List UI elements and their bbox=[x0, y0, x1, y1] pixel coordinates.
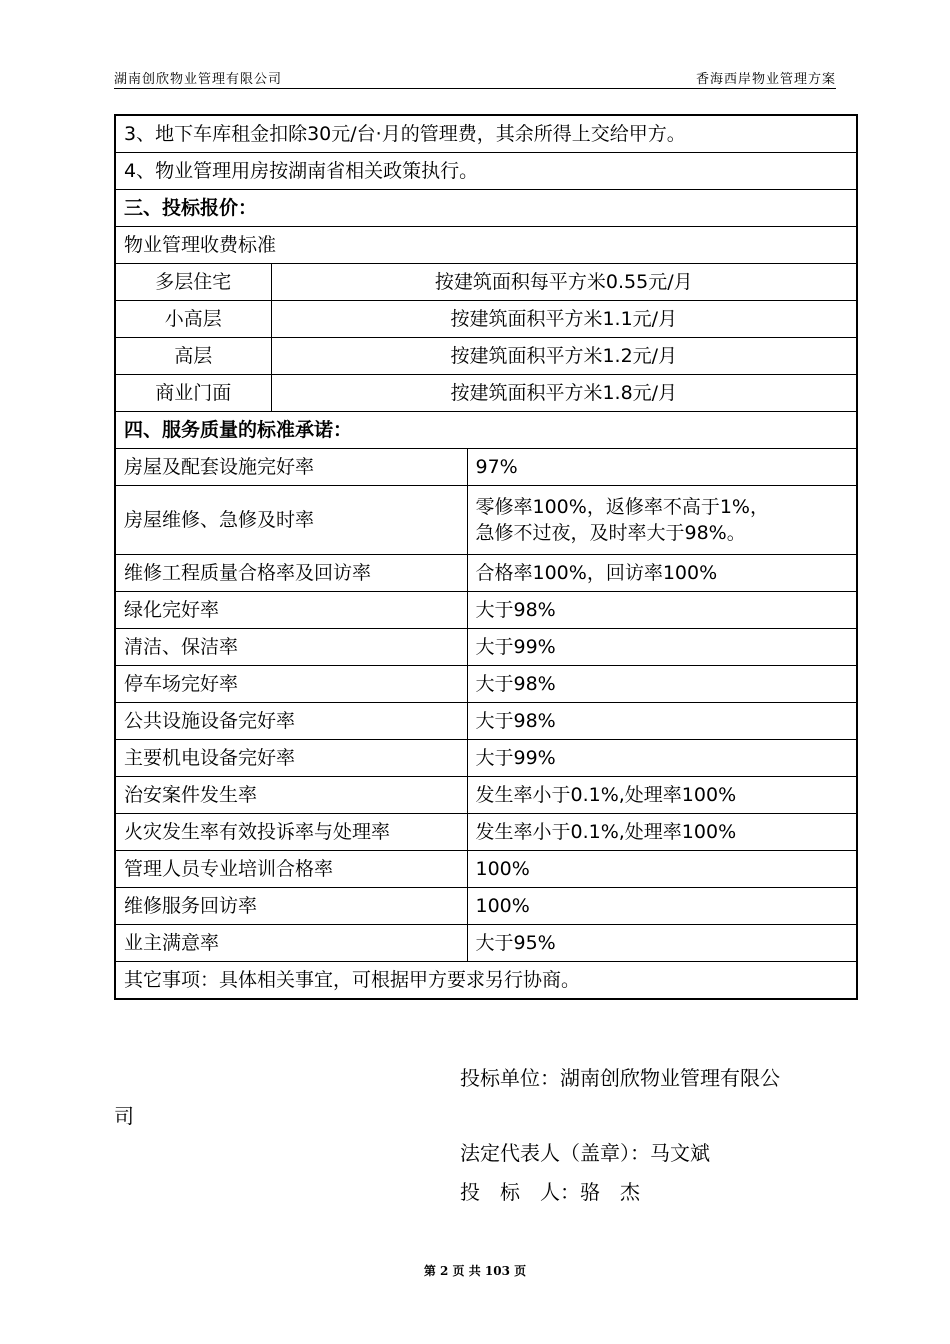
quality-row bbox=[115, 888, 857, 925]
fee-row bbox=[115, 375, 857, 412]
quality-value: 发生率小于0.1%,处理率100% bbox=[467, 777, 857, 814]
quality-item: 清洁、保洁率 bbox=[115, 629, 467, 666]
fee-value: 按建筑面积每平方米0.55元/月 bbox=[271, 264, 857, 301]
bid-section-title: 三、投标报价： bbox=[115, 190, 857, 227]
quality-row bbox=[115, 555, 857, 592]
quality-row bbox=[115, 703, 857, 740]
quality-value: 大于99% bbox=[467, 629, 857, 666]
fee-value: 按建筑面积平方米1.1元/月 bbox=[271, 301, 857, 338]
fee-type: 多层住宅 bbox=[115, 264, 271, 301]
quality-value: 发生率小于0.1%,处理率100% bbox=[467, 814, 857, 851]
quality-row bbox=[115, 449, 857, 486]
note-item-4: 4、物业管理用房按湖南省相关政策执行。 bbox=[115, 153, 857, 190]
legal-representative: 法定代表人（盖章）：马文斌 bbox=[460, 1141, 710, 1165]
fee-type: 高层 bbox=[115, 338, 271, 375]
fee-value: 按建筑面积平方米1.8元/月 bbox=[271, 375, 857, 412]
quality-item: 房屋及配套设施完好率 bbox=[115, 449, 467, 486]
quality-item: 治安案件发生率 bbox=[115, 777, 467, 814]
other-row bbox=[115, 962, 857, 1000]
section-row bbox=[115, 190, 857, 227]
quality-row bbox=[115, 777, 857, 814]
note-item-3: 3、地下车库租金扣除30元/台·月的管理费，其余所得上交给甲方。 bbox=[115, 115, 857, 153]
header-company: 湖南创欣物业管理有限公司 bbox=[114, 72, 283, 87]
quality-value: 大于98% bbox=[467, 666, 857, 703]
fee-row bbox=[115, 264, 857, 301]
quality-row bbox=[115, 666, 857, 703]
proposal-table bbox=[114, 114, 858, 1000]
page-header bbox=[114, 66, 836, 89]
quality-value: 大于98% bbox=[467, 592, 857, 629]
quality-item: 管理人员专业培训合格率 bbox=[115, 851, 467, 888]
quality-section-title: 四、服务质量的标准承诺： bbox=[115, 412, 857, 449]
quality-value: 合格率100%，回访率100% bbox=[467, 555, 857, 592]
quality-row bbox=[115, 592, 857, 629]
quality-value: 大于95% bbox=[467, 925, 857, 962]
quality-item: 停车场完好率 bbox=[115, 666, 467, 703]
fee-type: 商业门面 bbox=[115, 375, 271, 412]
quality-item: 主要机电设备完好率 bbox=[115, 740, 467, 777]
bid-unit-line: 投标单位：湖南创欣物业管理有限公 bbox=[460, 1066, 780, 1090]
quality-value-line: 急修不过夜，及时率大于98%。 bbox=[475, 522, 746, 544]
quality-value: 100% bbox=[467, 888, 857, 925]
fee-row bbox=[115, 301, 857, 338]
quality-row bbox=[115, 925, 857, 962]
quality-item: 维修服务回访率 bbox=[115, 888, 467, 925]
fee-row bbox=[115, 338, 857, 375]
quality-row bbox=[115, 629, 857, 666]
quality-row bbox=[115, 486, 857, 555]
quality-value: 大于98% bbox=[467, 703, 857, 740]
quality-row bbox=[115, 814, 857, 851]
header-doc-title: 香海西岸物业管理方案 bbox=[695, 72, 836, 87]
quality-value bbox=[467, 486, 857, 555]
quality-value: 100% bbox=[467, 851, 857, 888]
note-row bbox=[115, 115, 857, 153]
other-matters: 其它事项：具体相关事宜，可根据甲方要求另行协商。 bbox=[115, 962, 857, 1000]
section-row bbox=[115, 412, 857, 449]
page-number: 第 2 页 共 103 页 bbox=[423, 1264, 527, 1278]
bid-subtitle: 物业管理收费标准 bbox=[115, 227, 857, 264]
quality-row bbox=[115, 740, 857, 777]
quality-item: 火灾发生率有效投诉率与处理率 bbox=[115, 814, 467, 851]
bid-unit-wrap: 司 bbox=[114, 1104, 134, 1128]
quality-value-line: 零修率100%，返修率不高于1%， bbox=[475, 496, 769, 518]
quality-value: 大于99% bbox=[467, 740, 857, 777]
quality-value: 97% bbox=[467, 449, 857, 486]
quality-item: 房屋维修、急修及时率 bbox=[115, 486, 467, 555]
fee-type: 小高层 bbox=[115, 301, 271, 338]
quality-item: 维修工程质量合格率及回访率 bbox=[115, 555, 467, 592]
quality-item: 公共设施设备完好率 bbox=[115, 703, 467, 740]
note-row bbox=[115, 153, 857, 190]
subtitle-row bbox=[115, 227, 857, 264]
bidder-name: 投 标 人：骆 杰 bbox=[460, 1180, 640, 1204]
fee-value: 按建筑面积平方米1.2元/月 bbox=[271, 338, 857, 375]
quality-row bbox=[115, 851, 857, 888]
quality-item: 业主满意率 bbox=[115, 925, 467, 962]
quality-item: 绿化完好率 bbox=[115, 592, 467, 629]
